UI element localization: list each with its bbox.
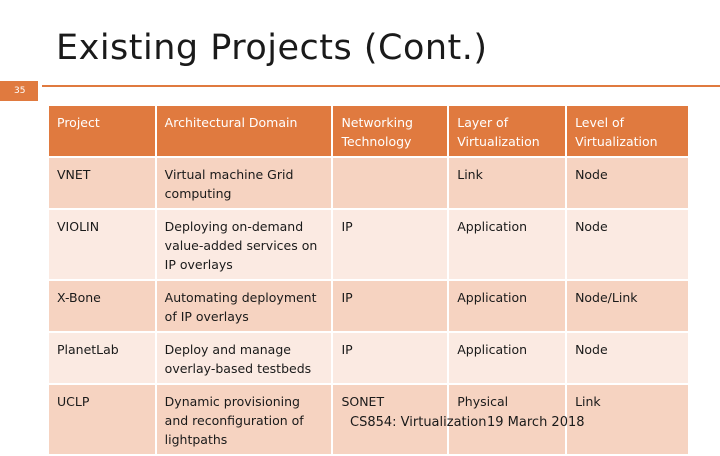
cell-architectural-domain: Virtual machine Grid computing: [157, 158, 332, 208]
header-level-of-virtualization: Level of Virtualization: [567, 106, 688, 156]
slide-number: 35: [14, 86, 26, 96]
cell-networking-technology: SONET: [333, 385, 447, 454]
footer-date: 19 March 2018: [487, 415, 585, 430]
cell-level: Node: [567, 333, 688, 383]
cell-project: X-Bone: [49, 281, 155, 331]
header-layer-of-virtualization: Layer of Virtualization: [449, 106, 565, 156]
cell-level: Node: [567, 210, 688, 279]
cell-layer: Physical: [449, 385, 565, 454]
cell-architectural-domain: Deploying on-demand value-added services on IP overlays: [157, 210, 332, 279]
cell-networking-technology: IP: [333, 210, 447, 279]
cell-networking-technology: IP: [333, 281, 447, 331]
cell-project: VNET: [49, 158, 155, 208]
table-row: [49, 158, 688, 208]
cell-project: UCLP: [49, 385, 155, 454]
table-row: [49, 281, 688, 331]
table-header-row: [49, 106, 688, 156]
cell-project: PlanetLab: [49, 333, 155, 383]
cell-level: Node: [567, 158, 688, 208]
cell-networking-technology: IP: [333, 333, 447, 383]
cell-layer: Application: [449, 333, 565, 383]
header-project: Project: [49, 106, 155, 156]
cell-level: Link: [567, 385, 688, 454]
cell-layer: Application: [449, 210, 565, 279]
title-divider: [42, 85, 720, 87]
slide-number-badge: [0, 81, 38, 101]
cell-architectural-domain: Automating deployment of IP overlays: [157, 281, 332, 331]
table-row: [49, 210, 688, 279]
cell-project: VIOLIN: [49, 210, 155, 279]
cell-level: Node/Link: [567, 281, 688, 331]
slide-title: Existing Projects (Cont.): [56, 28, 488, 68]
cell-architectural-domain: Dynamic provisioning and reconfiguration of lightpaths: [157, 385, 332, 454]
table-row: [49, 333, 688, 383]
header-architectural-domain: Architectural Domain: [157, 106, 332, 156]
cell-layer: Application: [449, 281, 565, 331]
cell-architectural-domain: Deploy and manage overlay-based testbeds: [157, 333, 332, 383]
projects-table: [47, 104, 690, 456]
footer-course: CS854: Virtualization: [350, 415, 487, 430]
cell-networking-technology: [333, 158, 447, 208]
cell-layer: Link: [449, 158, 565, 208]
header-networking-technology: Networking Technology: [333, 106, 447, 156]
